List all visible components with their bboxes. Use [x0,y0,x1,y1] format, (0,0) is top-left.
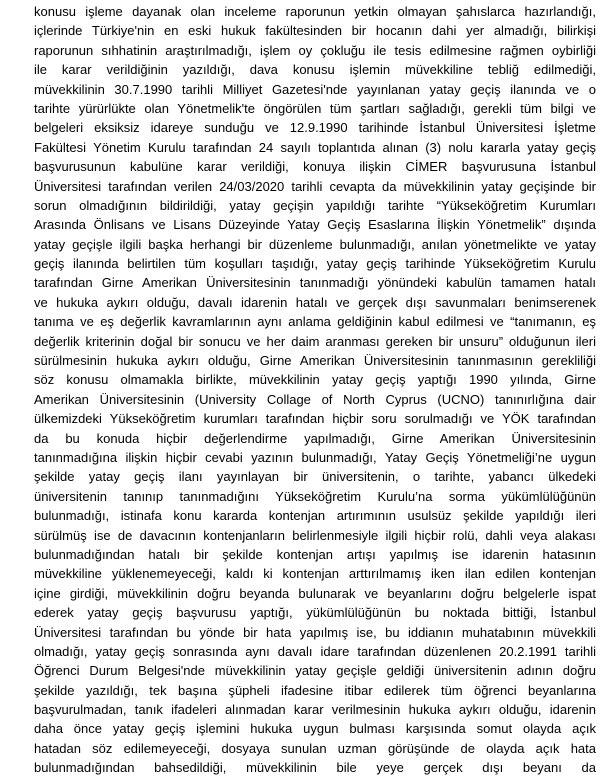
text-line: ülkemizdeki Yükseköğretim kurumları tarafından hiçbir soru sorulmadığı ve YÖK tarafından [34,411,596,427]
text-line: Fakültesi Yönetim Kurulu tarafından 24 sayılı toplantıda alınan (3) nolu kararla yatay geçiş [34,139,596,155]
text-line: raporunun sıhhatinin araştırılmadığı, işlem oy çokluğu ile tesis edilmesine rağmen oybirliği [34,42,596,58]
text-line: tarafından Girne Amerikan Üniversitesinin tanınmadığı yönündeki kabulün tamamen hatalı [34,275,596,291]
text-line: bulunmadığından bahsedildiği, müvekkilinin bile yeye gerçek dışı beyanı da [34,760,596,776]
text-line: sürülmesinin hukuka aykırı olduğu, Girne Amerikan Üniversitesinin tanınmasının gerekliliği [34,353,596,369]
text-line: bulunmadığından hatalı bir şekilde kontenjan artışı yapılmış ise idarenin hatasının [34,546,596,562]
text-line: ve hukuka aykırı olduğu, davalı idarenin hatalı ve gerçek dışı savunmaları benimserenek [34,294,596,310]
text-line: Üniversitesi tarafından bu yönde bir hata yapılmış ise, bu iddianın muhatabının müvekkili [34,624,596,640]
text-line: daha önce yatay geçiş işlemini hukuka uygun bulması karşısında somut olayda açık [34,721,596,737]
text-line: Öğrenci Durum Belgesi'nde müvekkilinin yatay geçişle geldiği üniversitenin adının doğru [34,663,596,679]
text-line: Üniversitesi tarafından verilen 24/03/2020 tarihli cevapta da müvekkilinin yatay geçişinde bir [34,178,596,194]
text-line: Arasında Önlisans ve Lisans Düzeyinde Yatay Geçiş Esaslarına İlişkin Yönetmelik” dışında [34,217,596,233]
text-line: şekilde yazıldığı, tek başına şüpheli ifadesine itibar edilerek tüm öğrenci beyanlarına [34,682,596,698]
text-line: başvurusunun kabulüne karar verildiği, konuya ilişkin CİMER başvurusuna İstanbul [34,159,596,175]
text-line: üniversitenin tanınıp tanınmadığını Yükseköğretim Kurulu’na sorma yükümlülüğünün [34,488,596,504]
text-line: geçiş ilanında belirtilen tüm koşulları taşıdığı, yatay geçiş tarihinde Yükseköğretim Kurulu [34,256,596,272]
text-line: olmadığı, yatay geçiş sonrasında aynı davalı idare tarafından düzenlenen 20.2.1991 tarihli [34,643,596,659]
text-line: hatadan söz edilemeyeceği, dosyaya sunulan uzman görüşünde de olayda açık hata [34,740,596,756]
text-line: bulunmadığı, istinafa konu kararda kontenjan artırımının usulsüz şekilde yapıldığı ileri [34,508,596,524]
text-line: tarihte yürürlükte olan Yönetmelik'te öngörülen tüm şartları sağladığı, gerekli tüm bilgi ve [34,100,596,116]
text-line: sorun olmadığının bildirildiği, yatay geçişin yapıldığı tarihte “Yükseköğretim Kurumları [34,197,596,213]
text-line: ile karar verildiğinin yazıldığı, dava konusu işlemin müvekkiline tebliğ edilmediği, [34,62,596,78]
document-body-text [34,2,596,778]
text-line: içine girdiği, müvekkilinin doğru beyanda bulunarak ve beyanlarını doğru belgelerle ispat [34,585,596,601]
text-line: belgeleri eksiksiz idareye sunduğu ve 12.9.1990 tarihinde İstanbul Üniversitesi İşletme [34,120,596,136]
text-line: yatay geçişle ilgili başka herhangi bir düzenleme bulunmadığı, anılan yönetmelikte ve yatay [34,236,596,252]
text-line: değerlik kriterinin doğal bir sonucu ve her daim aranması gereken bir unsuru” olduğunun ileri [34,333,596,349]
text-line: konusu işleme dayanak olan inceleme raporunun yetkin olmayan şahıslarca hazırlandığı, [34,4,596,19]
text-line: ederek yatay geçiş başvurusu yaptığı, yükümlülüğünün bu noktada bittiği, İstanbul [34,605,596,621]
text-line: tanıma ve eş değerlik kavramlarının aynı anlama geldiğinin kabul edilmesi ve “tanımanın, eş [34,314,596,330]
text-line: başvurulmadan, tanık ifadeleri alınmadan karar verilmesinin hukuka aykırı olduğu, idarenin [34,702,596,718]
text-line: tanınmadığına ilişkin hiçbir cevabi yazının bulunmadığı, Yatay Geçiş Yönetmeliği’ne uygun [34,449,596,465]
text-line: söz konusu olmamakla birlikte, müvekkilinin yatay geçiş yaptığı 1990 yılında, Girne [34,372,596,388]
text-line: da bu konuda hiçbir değerlendirme yapılmadığı, Girne Amerikan Üniversitesinin [34,430,596,446]
text-line: şekilde yatay geçiş ilanı yayınlayan bir üniversitenin, o tarihte, yabancı ülkedeki [34,469,596,485]
text-line: müvekkilinin 30.7.1990 tarihli Milliyet Gazetesi'nde yayınlanan yatay geçiş ilanında ve o [34,81,596,97]
text-line: sürülmüş ise de davacının kontenjanların belirlenmesiyle ilgili hiçbir rolü, dahli veya alakası [34,527,596,543]
text-line: Amerikan Üniversitesinin (University Collage of North Cyprus (UCNO) tanınırlığına dair [34,391,596,407]
text-line: müvekkiline yüklenemeyeceği, kaldı ki kontenjan arttırılmamış iken ilan edilen kontenjan [34,566,596,582]
text-line: içlerinde Türkiye'nin en eski hukuk fakültesinden bir hocanın dahi yer almadığı, bilirkişi [34,23,596,39]
